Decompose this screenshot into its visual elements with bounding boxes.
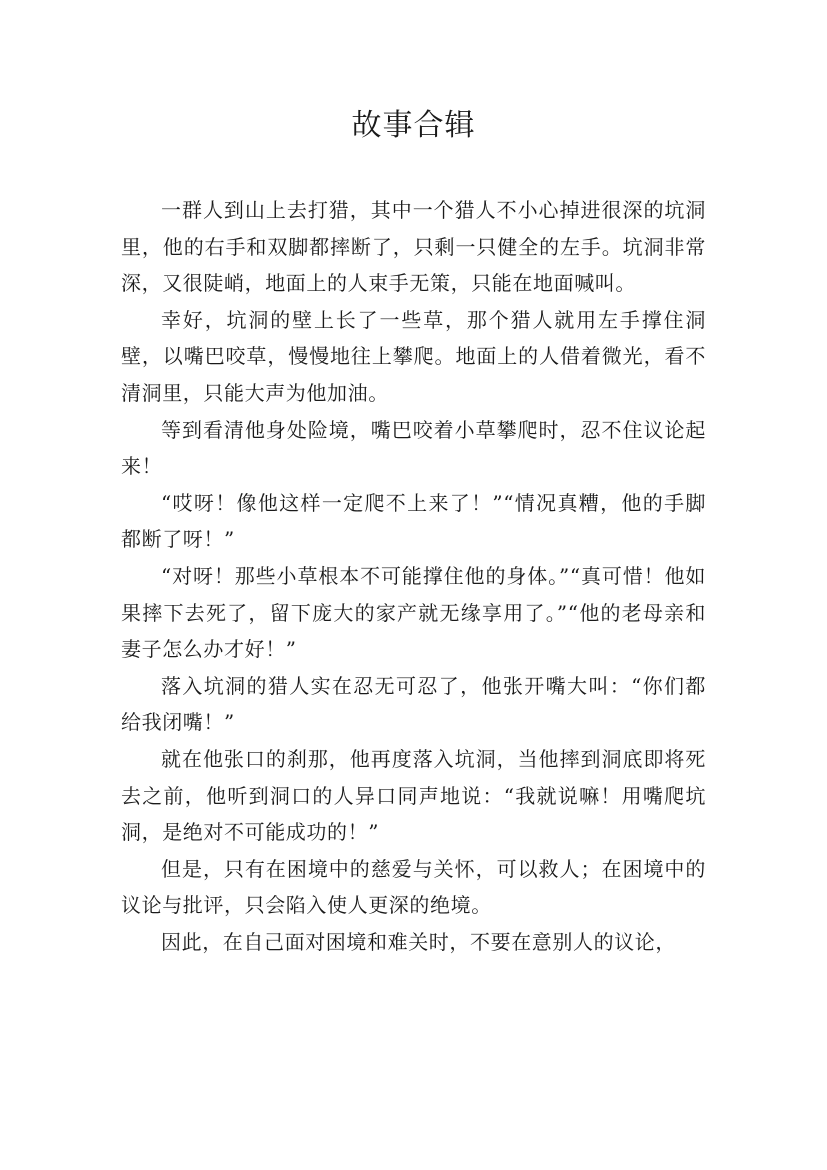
paragraph: 等到看清他身处险境，嘴巴咬着小草攀爬时，忍不住议论起来！ [121, 417, 706, 479]
paragraph: 幸好，坑洞的壁上长了一些草，那个猎人就用左手撑住洞壁，以嘴巴咬草，慢慢地往上攀爬。地面上的人借着微光，看不清洞里，只能大声为他加油。 [121, 307, 706, 405]
document-title: 故事合辑 [351, 108, 476, 143]
paragraph: 落入坑洞的猎人实在忍无可忍了，他张开嘴大叫：“你们都给我闭嘴！” [121, 673, 706, 735]
paragraph: 因此，在自己面对困境和难关时，不要在意别人的议论， [161, 929, 676, 954]
paragraph: 但是，只有在困境中的慈爱与关怀，可以救人；在困境中的议论与批评，只会陷入使人更深的绝境。 [121, 856, 706, 918]
paragraph: “对呀！那些小草根本不可能撑住他的身体。”“真可惜！他如果摔下去死了，留下庞大的家产就无缘享用了。”“他的老母亲和妻子怎么办才好！” [121, 563, 706, 662]
document-body [121, 192, 706, 960]
paragraph: 就在他张口的刹那，他再度落入坑洞，当他摔到洞底即将死去之前，他听到洞口的人异口同声地说：“我就说嘛！用嘴爬坑洞，是绝对不可能成功的！” [121, 746, 706, 845]
paragraph: 一群人到山上去打猎，其中一个猎人不小心掉进很深的坑洞里，他的右手和双脚都摔断了，只剩一只健全的左手。坑洞非常深，又很陡峭，地面上的人束手无策，只能在地面喊叫。 [121, 198, 706, 296]
paragraph: “哎呀！像他这样一定爬不上来了！”“情况真糟，他的手脚都断了呀！” [121, 490, 706, 552]
